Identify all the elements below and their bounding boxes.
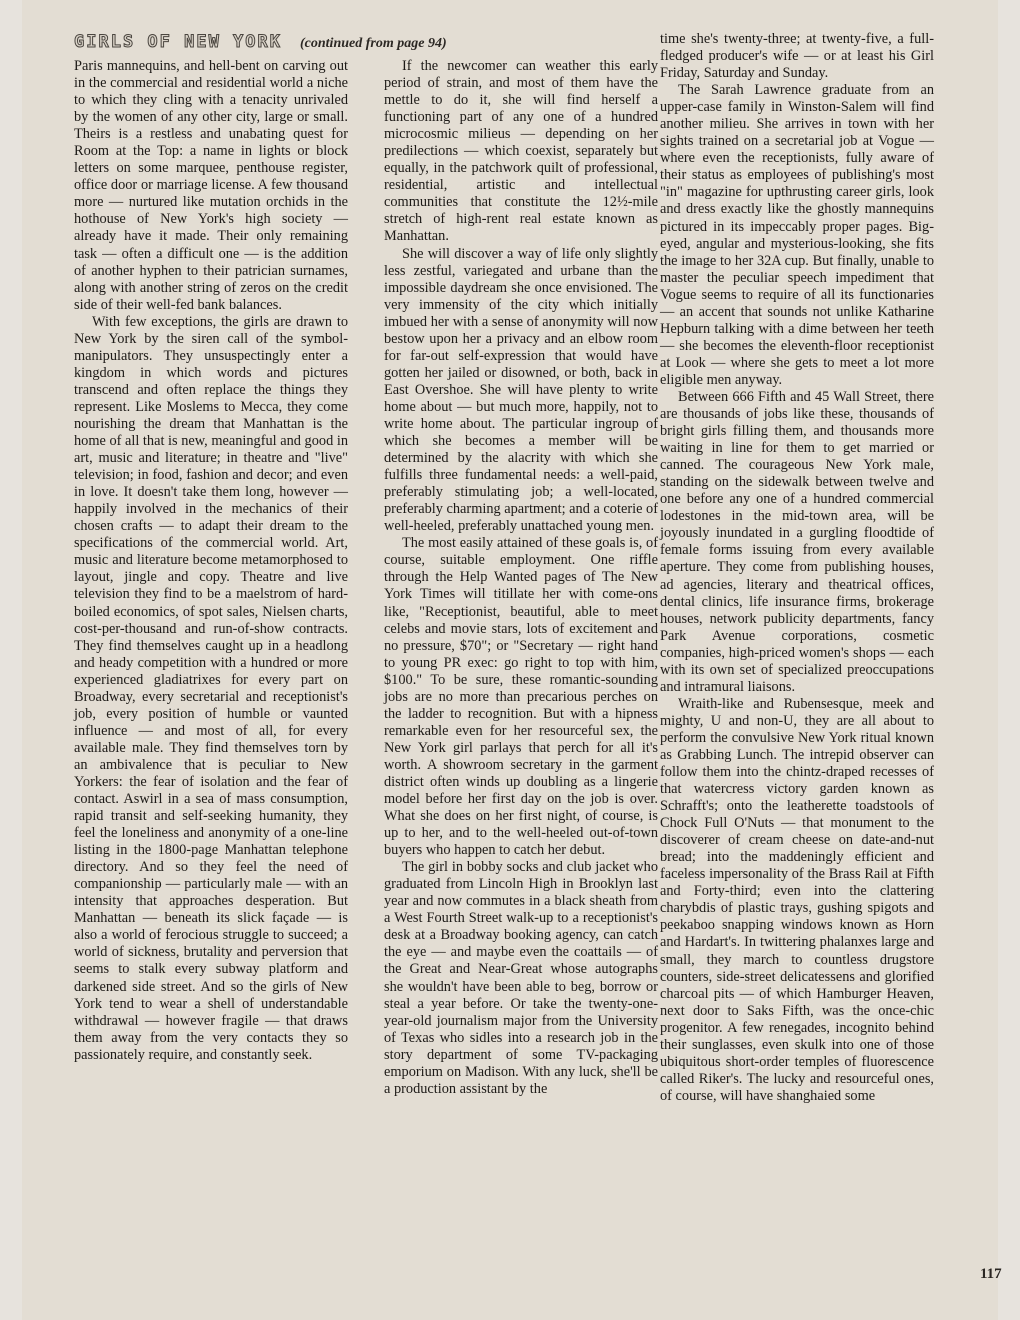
magazine-page xyxy=(22,0,1002,1320)
paragraph: Between 666 Fifth and 45 Wall Street, there are thousands of jobs like these, thousands of bright girls filling them, and thousands more waiting in line for them to get married or canned. The courageous New York male, standing on the sidewalk between twelve and one before any one of a hundred commercial lodestones in the mid-town area, will be joyously inundated in a gurgling floodtide of female forms issuing from every available aperture. They come from publishing houses, ad agencies, literary and theatrical offices, dental clinics, life insurance firms, brokerage houses, network publicity departments, fancy Park Avenue corporations, cosmetic companies, high-priced women's shops — each with its own set of specialized preoccupations and intramural liaisons. xyxy=(660,388,934,695)
paragraph: time she's twenty-three; at twenty-five, a full-fledged producer's wife — or at least his Girl Friday, Saturday and Sunday. xyxy=(660,31,934,82)
series-title: GIRLS OF NEW YORK xyxy=(74,32,282,52)
paragraph: With few exceptions, the girls are drawn to New York by the siren call of the symbol-manipulators. They unsuspectingly enter a kingdom in which words and pictures transcend and often replace the things they represent. Like Moslems to Mecca, they come nourishing the dream that Manhattan is the home of all that is new, meaningful and good in art, music and literature; in theatre and "live" television; in food, fashion and decor; and even in love. It doesn't take them long, however — happily involved in the mechanics of their chosen crafts — to adapt their dream to the specifications of the commercial world. Art, music and literature become metamorphosed to layout, jingle and copy. Theatre and live television they find to be a maelstrom of hard-boiled economics, of spot sales, Nielsen charts, cost-per-thousand and run-of-show contracts. They find themselves caught up in a headlong and heady competition with a hundred or more experienced gladiatrixes for every part on Broadway, every secretarial and receptionist's job, every position of humble or vaunted influence — and most of all, for every available male. They find themselves torn by an ambivalence that is peculiar to New Yorkers: the fear of isolation and the fear of contact. Aswirl in a sea of mass consumption, rapid transit and self-seeking humanity, they feel the loneliness and anonymity of a one-line listing in the 1800-page Manhattan telephone directory. And so they feel the need of companionship — particularly male — with an intensity that approaches desperation. But Manhattan — beneath its slick façade — is also a world of ferocious struggle to succeed; a world of sickness, brutality and perversion that seems to stalk every subway platform and darkened side street. And so the girls of New York tend to wear a shell of understandable withdrawal — however fragile — that draws them away from the very contacts they so passionately require, and constantly seek. xyxy=(74,313,348,1063)
text-column-2 xyxy=(384,58,658,1098)
paragraph: The most easily attained of these goals is, of course, suitable employment. One riffle through the Help Wanted pages of The New York Times will titillate her with come-ons like, "Receptionist, beautiful, able to meet celebs and movie stars, lots of excitement and no pressure, $70"; or "Secretary — right hand to young PR exec: go right to top with him, $100." To be sure, these romantic-sounding jobs are no more than precarious perches on the ladder to recognition. But with a hipness remarkable even for her resourceful sex, the New York girl parlays that perch for all it's worth. A showroom secretary in the garment district often winds up doubling as a lingerie model before her first day on the job is over. What she does on her first night, of course, is up to her, and to the well-heeled out-of-town buyers who happen to catch her debut. xyxy=(384,535,658,859)
article-header xyxy=(74,32,447,54)
paragraph: The Sarah Lawrence graduate from an upper-case family in Winston-Salem will find another milieu. She arrives in town with her sights trained on a secretarial job at Vogue — where even the receptionists, fully aware of their status as employees of publishing's most "in" magazine for upthrusting career girls, look and dress exactly like the ghostly mannequins pictured in its impeccably proper pages. Big-eyed, angular and mysterious-looking, she fits the image to her 32A cup. But finally, unable to master the peculiar speech impediment that Vogue seems to require of all its functionaries — an accent that sounds not unlike Katharine Hepburn talking with a dime between her teeth — she becomes the eleventh-floor receptionist at Look — where she gets to meet a lot more eligible men anyway. xyxy=(660,82,934,388)
paragraph: If the newcomer can weather this early period of strain, and most of them have the mettle to do it, she will find herself a functioning part of any one of a hundred microcosmic milieus — depending on her predilections — which coexist, separately but equally, in the patchwork quilt of professional, residential, artistic and intellectual communities that constitute the 12½-mile stretch of high-rent real estate known as Manhattan. xyxy=(384,58,658,245)
continued-note: (continued from page 94) xyxy=(300,36,447,51)
paragraph: Paris mannequins, and hell-bent on carving out in the commercial and residential world a niche to which they cling with a tenacity unrivaled by the women of any other city, large or small. Theirs is a restless and unabating quest for Room at the Top: a name in lights or block letters on some marquee, penthouse register, office door or marriage license. A few thousand more — nurtured like mutation orchids in the hothouse of New York's high society — already have it made. Their only remaining task — often a difficult one — is the addition of another hyphen to their patrician surnames, along with another string of zeros on the credit side of their well-fed bank balances. xyxy=(74,58,348,313)
text-column-3 xyxy=(660,31,934,1105)
paragraph: The girl in bobby socks and club jacket who graduated from Lincoln High in Brooklyn last year and now commutes in a black sheath from a West Fourth Street walk-up to a receptionist's desk at a Broadway booking agency, can catch the eye — and maybe even the coattails — of the Great and Near-Great whose autographs she wouldn't have been able to beg, borrow or steal a year before. Or take the twenty-one-year-old journalism major from the University of Texas who sidles into a research job in the story department of some TV-packaging emporium on Madison. With any luck, she'll be a production assistant by the xyxy=(384,859,658,1097)
paragraph: Wraith-like and Rubensesque, meek and mighty, U and non-U, they are all about to perform the convulsive New York ritual known as Grabbing Lunch. The intrepid observer can follow them into the chintz-draped recesses of that watercress victory garden known as Schrafft's; onto the leatherette toadstools of Chock Full O'Nuts — that monument to the discoverer of cream cheese on date-and-nut bread; into the maddeningly efficient and faceless impersonality of the Brass Rail at Fifth and Forty-third; even into the clattering charybdis of plastic trays, gushing spigots and peekaboo snapping windows known as Horn and Hardart's. In twittering phalanxes large and small, they march to countless drugstore counters, side-street delicatessens and glorified charcoal pits — of which Hamburger Heaven, next door to Saks Fifth, was the once-chic progenitor. A few renegades, incognito behind their sunglasses, even skulk into one of those ubiquitous short-order temples of fluorescence called Riker's. The lucky and resourceful ones, of course, will have shanghaied some xyxy=(660,695,934,1104)
page-number: 117 xyxy=(980,1266,1002,1282)
paragraph: She will discover a way of life only slightly less zestful, variegated and urbane than the impossible daydream she once envisioned. The very immensity of the city which initially imbued her with a sense of anonymity will now bestow upon her a privacy and an elbow room for far-out self-expression that would have gotten her jailed or disowned, or both, back in East Overshoe. She will have plenty to write home about — but much more, happily, not to write home about. The particular ingroup of which she becomes a member will be determined by the alacrity with which she fulfills three fundamental needs: a well-paid, preferably stimulating job; a well-located, preferably charming apartment; and a coterie of well-heeled, preferably unattached young men. xyxy=(384,245,658,535)
text-column-1 xyxy=(74,58,348,1064)
